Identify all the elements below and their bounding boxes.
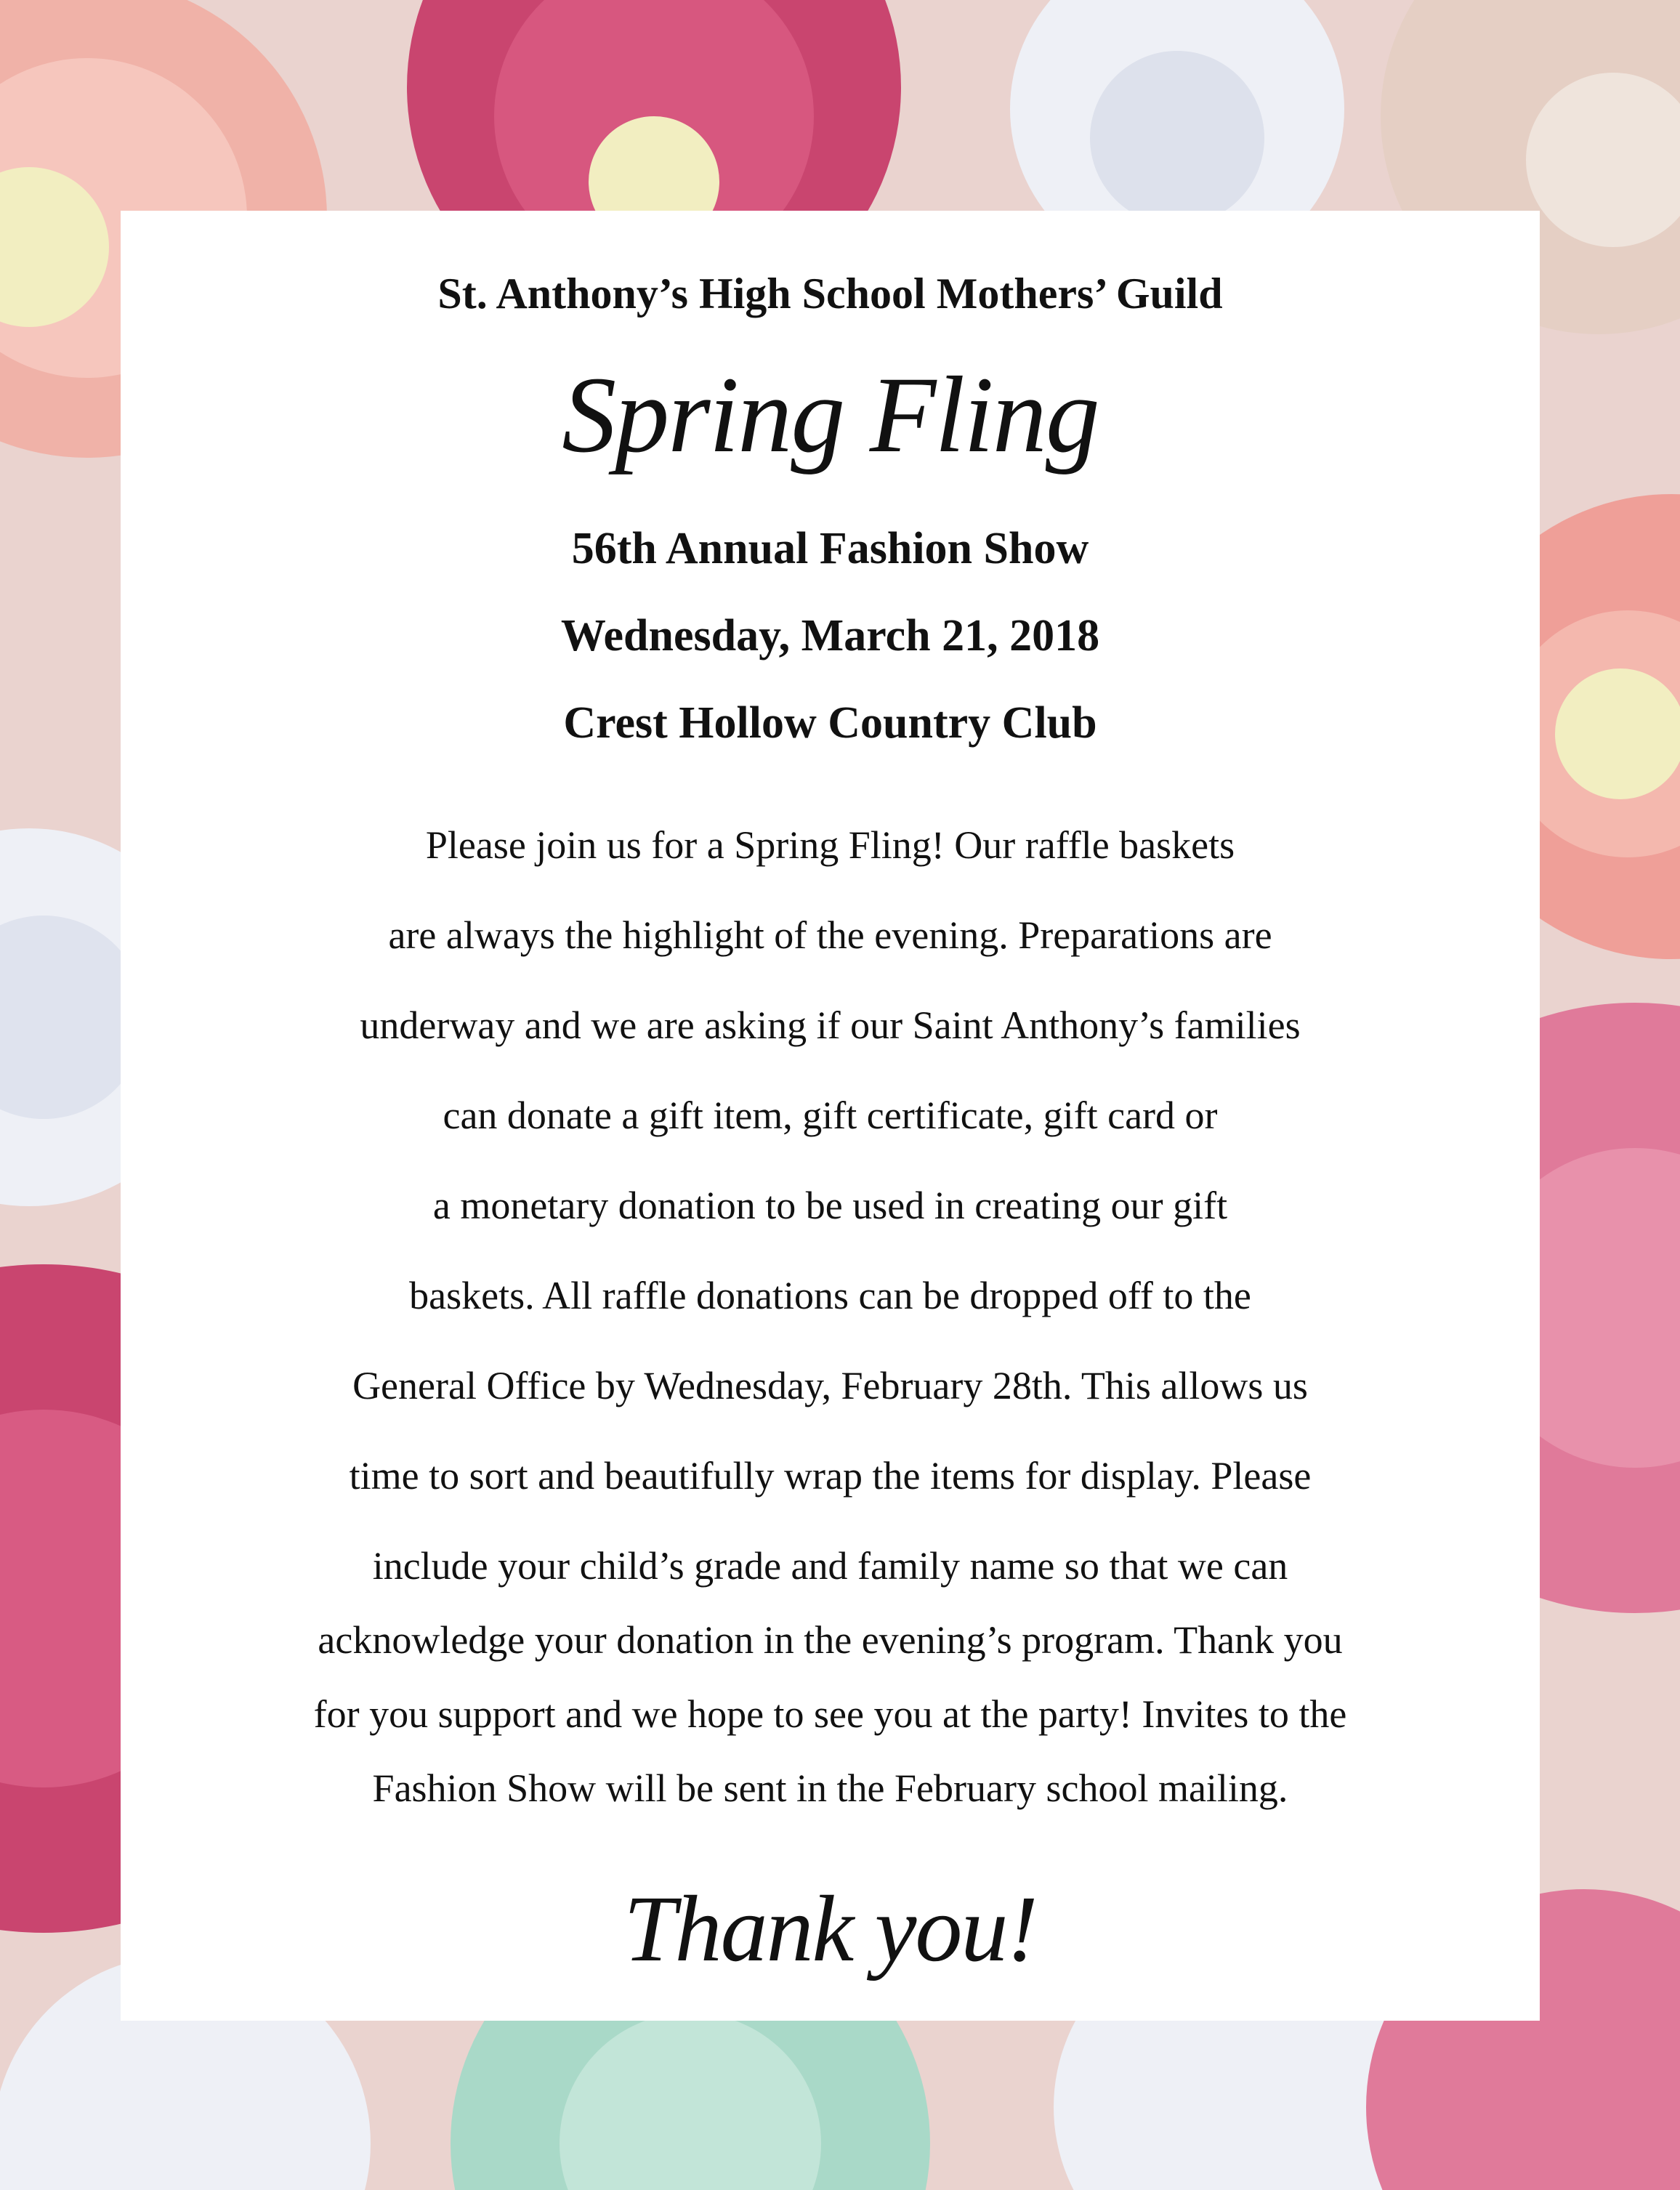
body-line: Fashion Show will be sent in the February school mailing. [372,1766,1288,1810]
body-line: include your child’s grade and family name so that we can [372,1544,1288,1588]
event-name: 56th Annual Fashion Show [571,524,1089,573]
event-venue: Crest Hollow Country Club [563,698,1097,748]
invitation-card [121,211,1540,2021]
body-line: are always the highlight of the evening. Preparations are [388,913,1272,957]
body-line: for you support and we hope to see you at the party! Invites to the [313,1692,1347,1736]
event-date: Wednesday, March 21, 2018 [560,611,1100,660]
closing-thank-you: Thank you! [623,1877,1037,1981]
body-line: can donate a gift item, gift certificate, gift card or [443,1094,1218,1137]
body-line: Please join us for a Spring Fling! Our raffle baskets [425,823,1235,867]
event-title: Spring Fling [562,355,1099,475]
body-line: baskets. All raffle donations can be dropped off to the [409,1274,1251,1317]
body-line: time to sort and beautifully wrap the items for display. Please [349,1454,1312,1498]
organization-heading: St. Anthony’s High School Mothers’ Guild [437,270,1223,318]
body-line: a monetary donation to be used in creating our gift [432,1184,1228,1227]
body-line: underway and we are asking if our Saint Anthony’s families [360,1003,1301,1047]
body-line: acknowledge your donation in the evening’s program. Thank you [318,1618,1343,1662]
body-line: General Office by Wednesday, February 28th. This allows us [352,1364,1308,1407]
